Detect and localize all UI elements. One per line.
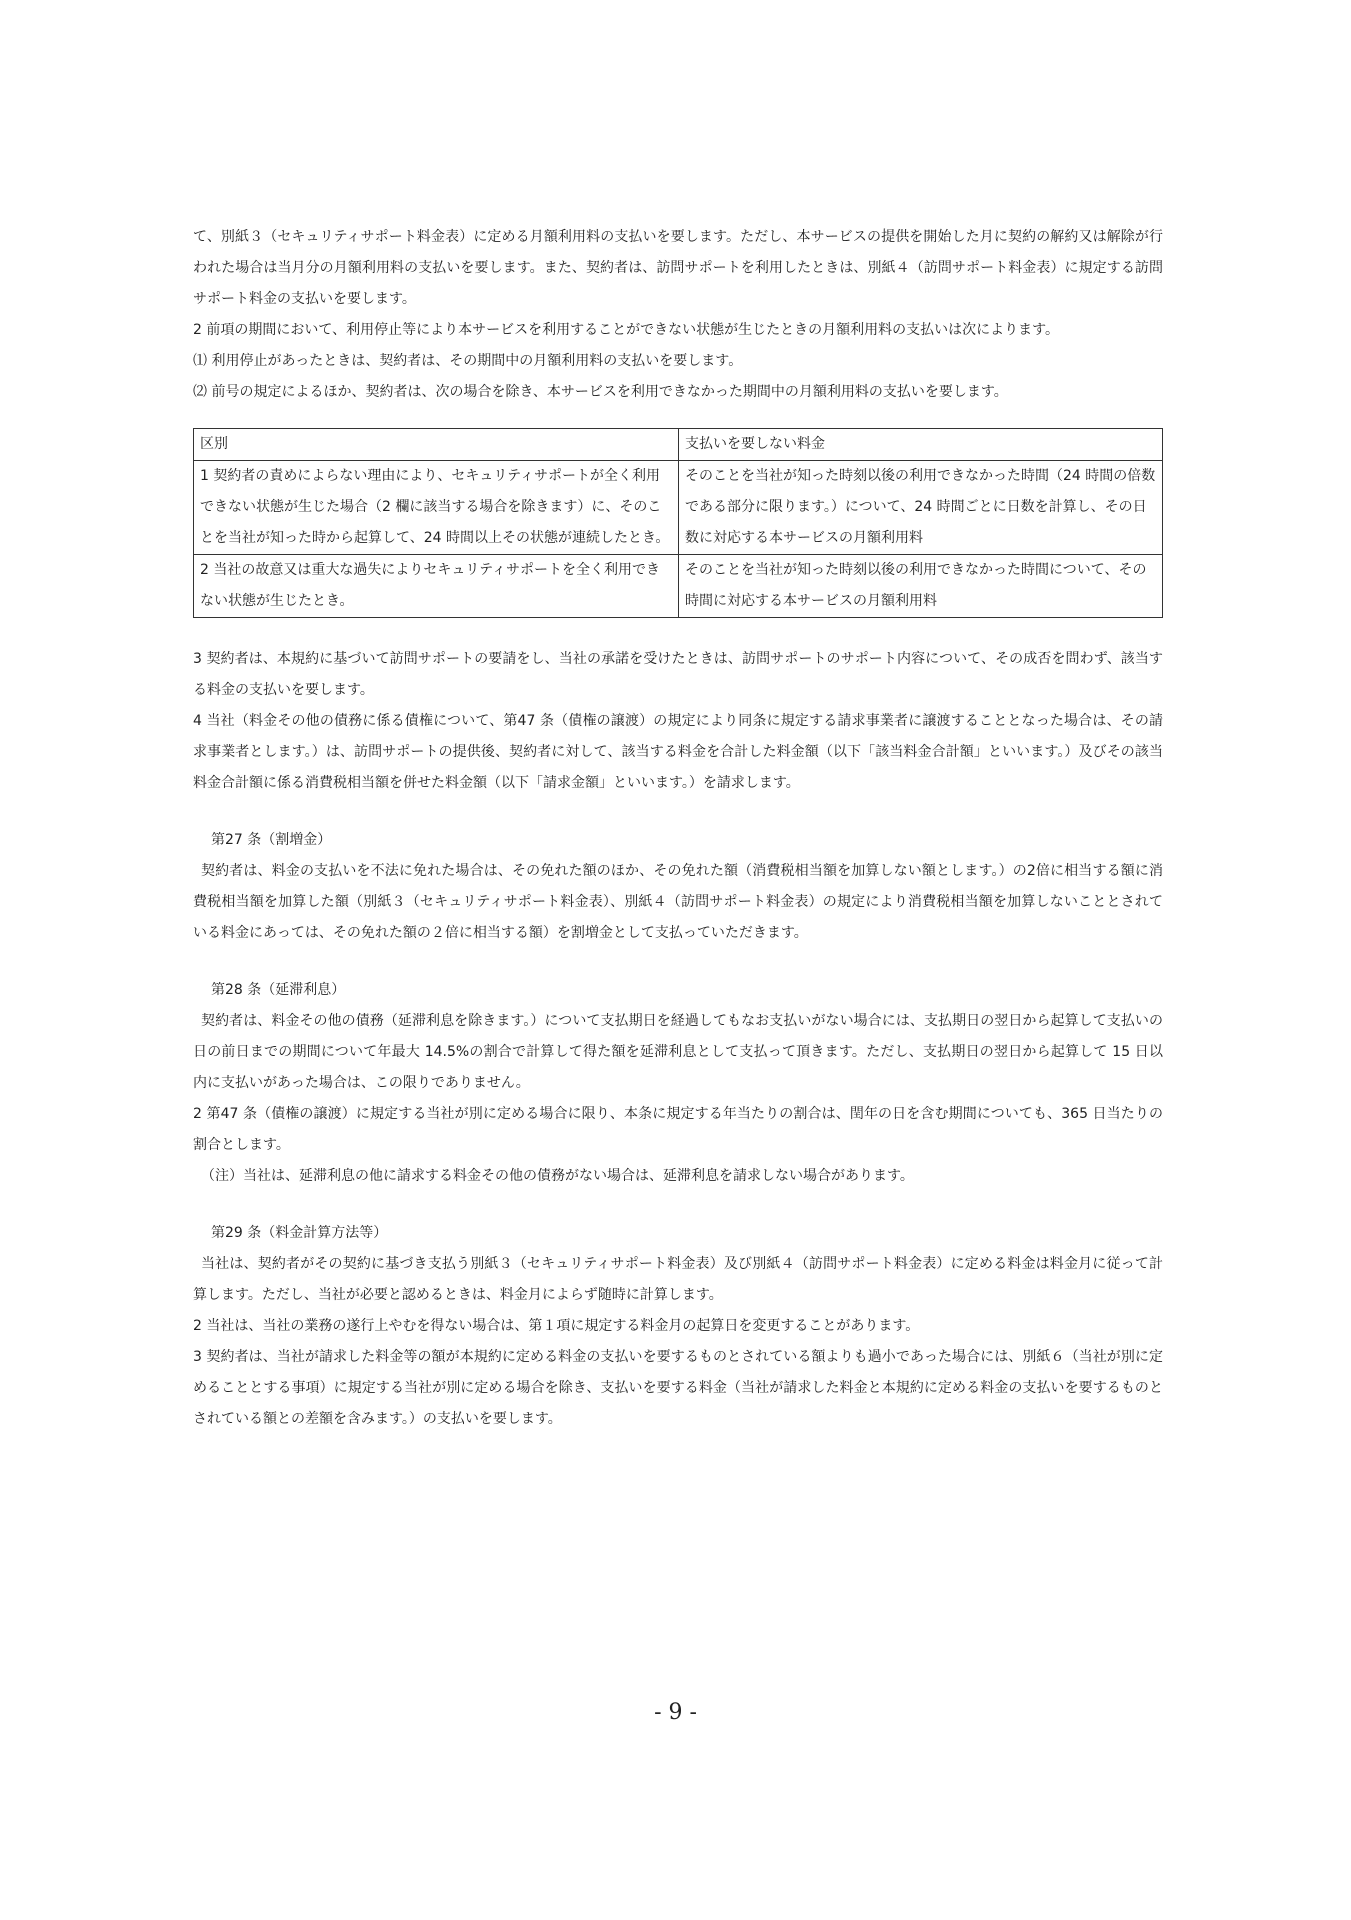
list-item: ⑵ 前号の規定によるほか、契約者は、次の場合を除き、本サービスを利用できなかった期間中の月額利用料の支払いを要します。 — [193, 384, 1008, 400]
table-header-row — [194, 429, 1163, 461]
table-row — [194, 555, 1163, 618]
paragraph: 2 当社は、当社の業務の遂行上やむを得ない場合は、第１項に規定する料金月の起算日を変更することがあります。 — [193, 1318, 920, 1334]
list-item: ⑴ 利用停止があったときは、契約者は、その期間中の月額利用料の支払いを要します。 — [193, 353, 743, 369]
fee-exemption-table — [193, 428, 1163, 618]
spacer — [193, 799, 1163, 825]
paragraph: 2 前項の期間において、利用停止等により本サービスを利用することができない状態が生じたときの月額利用料の支払いは次によります。 — [193, 322, 1059, 338]
article-heading: 第27 条（割増金） — [211, 832, 332, 848]
spacer — [193, 949, 1163, 975]
table-header-cell: 支払いを要しない料金 — [679, 429, 1163, 461]
paragraph: 3 契約者は、当社が請求した料金等の額が本規約に定める料金の支払いを要するものとされている額よりも過小であった場合には、別紙６（当社が別に定めることとする事項）に規定する当社が別に定める場合を除き、支払いを要する料金（当社が請求した料金と本規約に定める料金の支払いを要するものとされている額との差額を含みます。）の支払いを要します。 — [193, 1349, 1163, 1427]
table-row — [194, 461, 1163, 555]
table-cell: 2 当社の故意又は重大な過失によりセキュリティサポートを全く利用できない状態が生じたとき。 — [194, 555, 679, 618]
page-number: - 9 - — [654, 1700, 697, 1725]
paragraph: 契約者は、料金の支払いを不法に免れた場合は、その免れた額のほか、その免れた額（消費税相当額を加算しない額とします。）の2倍に相当する額に消費税相当額を加算した額（別紙３（セキュリティサポート料金表）、別紙４（訪問サポート料金表）の規定により消費税相当額を加算しないこととされている料金にあっては、その免れた額の２倍に相当する額）を割増金として支払っていただきます。 — [193, 863, 1163, 941]
table-header-cell: 区別 — [194, 429, 679, 461]
document-body — [193, 222, 1163, 1435]
paragraph: て、別紙３（セキュリティサポート料金表）に定める月額利用料の支払いを要します。ただし、本サービスの提供を開始した月に契約の解約又は解除が行われた場合は当月分の月額利用料の支払いを要します。また、契約者は、訪問サポートを利用したときは、別紙４（訪問サポート料金表）に規定する訪問サポート料金の支払いを要します。 — [193, 229, 1163, 307]
paragraph: 4 当社（料金その他の債務に係る債権について、第47 条（債権の譲渡）の規定により同条に規定する請求事業者に譲渡することとなった場合は、その請求事業者とします。）は、訪問サポートの提供後、契約者に対して、該当する料金を合計した料金額（以下「該当料金合計額」といいます。）及びその該当料金合計額に係る消費税相当額を併せた料金額（以下「請求金額」といいます。）を請求します。 — [193, 713, 1163, 791]
table-cell: そのことを当社が知った時刻以後の利用できなかった時間（24 時間の倍数である部分に限ります。）について、24 時間ごとに日数を計算し、その日数に対応する本サービスの月額利用料 — [679, 461, 1163, 555]
paragraph: 契約者は、料金その他の債務（延滞利息を除きます。）について支払期日を経過してもなお支払いがない場合には、支払期日の翌日から起算して支払いの日の前日までの期間について年最大 14.5%の割合で計算して得た額を延滞利息として支払って頂きます。ただし、支払期日の翌日から起算して 15 日以内に支払いがあった場合は、この限りでありません。 — [193, 1013, 1163, 1091]
article-heading: 第28 条（延滞利息） — [211, 982, 346, 998]
article-heading: 第29 条（料金計算方法等） — [211, 1225, 388, 1241]
spacer — [193, 1192, 1163, 1218]
paragraph: 2 第47 条（債権の譲渡）に規定する当社が別に定める場合に限り、本条に規定する年当たりの割合は、閏年の日を含む期間についても、365 日当たりの割合とします。 — [193, 1106, 1163, 1153]
paragraph: 3 契約者は、本規約に基づいて訪問サポートの要請をし、当社の承諾を受けたときは、訪問サポートのサポート内容について、その成否を問わず、該当する料金の支払いを要します。 — [193, 651, 1163, 698]
table-cell: そのことを当社が知った時刻以後の利用できなかった時間について、その時間に対応する本サービスの月額利用料 — [679, 555, 1163, 618]
paragraph: 当社は、契約者がその契約に基づき支払う別紙３（セキュリティサポート料金表）及び別紙４（訪問サポート料金表）に定める料金は料金月に従って計算します。ただし、当社が必要と認めるときは、料金月によらず随時に計算します。 — [193, 1256, 1163, 1303]
table-cell: 1 契約者の責めによらない理由により、セキュリティサポートが全く利用できない状態が生じた場合（2 欄に該当する場合を除きます）に、そのことを当社が知った時から起算して、24 時間以上その状態が連続したとき。 — [194, 461, 679, 555]
note: （注）当社は、延滞利息の他に請求する料金その他の債務がない場合は、延滞利息を請求しない場合があります。 — [201, 1168, 914, 1184]
